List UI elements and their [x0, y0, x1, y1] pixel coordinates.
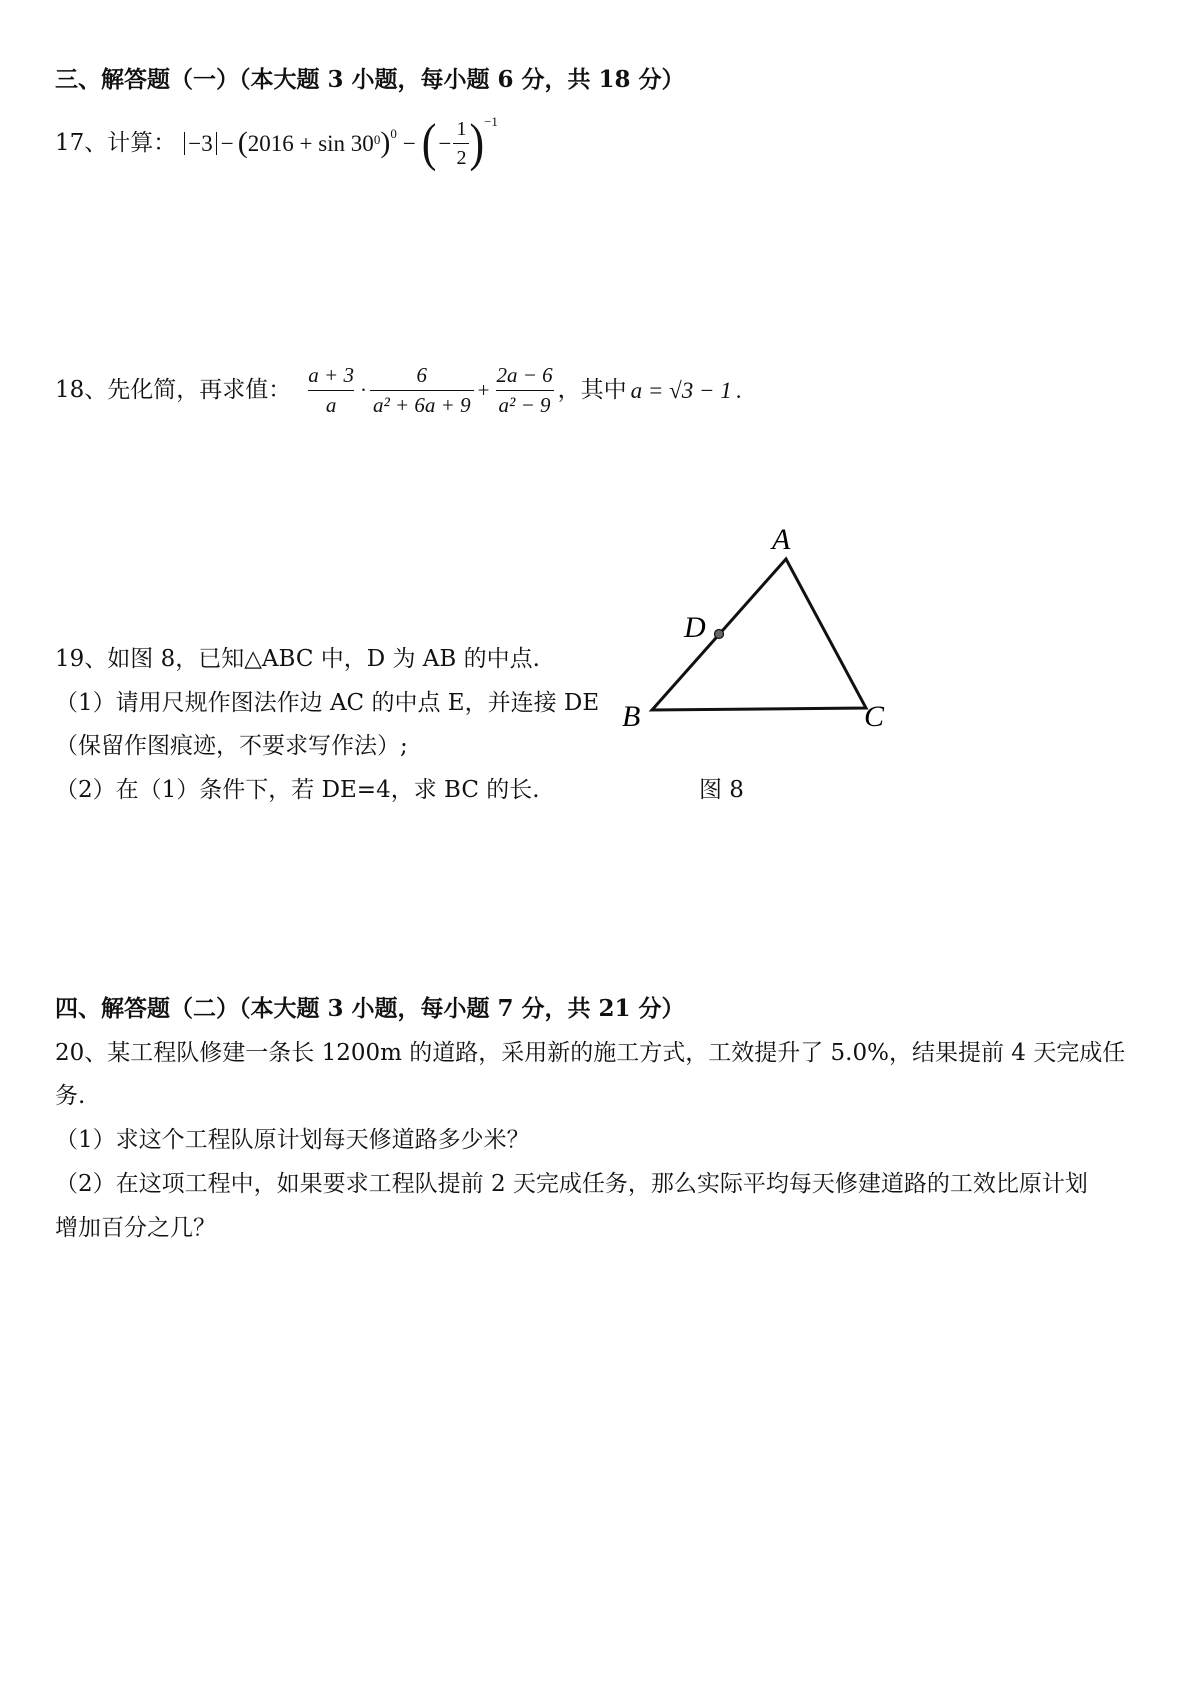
section-3-heading: 三、解答题（一）（本大题 3 小题，每小题 6 分，共 18 分）: [55, 66, 685, 93]
label-c: C: [864, 700, 885, 733]
q20-line-4: （2）在这项工程中，如果要求工程队提前 2 天完成任务，那么实际平均每天修建道路的工效比原计划: [55, 1171, 1088, 1197]
q17-base: 2016 + sin 30: [247, 130, 374, 156]
q20-line-5: 增加百分之几？: [55, 1215, 216, 1241]
q17-power-0: 0: [390, 125, 397, 141]
q18-fraction-3: [493, 362, 555, 417]
q18-expression: [305, 362, 555, 417]
q17-minus-2: −: [402, 130, 416, 156]
q19-line-3: （保留作图痕迹，不要求写作法）;: [55, 733, 408, 759]
q18-f3-num: 2a − 6: [496, 362, 553, 387]
q17-abs-value: −3: [184, 132, 216, 155]
q17-power-neg1: −1: [484, 113, 498, 129]
q19-line-1: 19、如图 8，已知△ABC 中，D 为 AB 的中点.: [55, 646, 540, 672]
q18-fraction-2: [370, 362, 474, 417]
q17-degree: 0: [373, 131, 381, 147]
q17-paren2-close: ): [469, 113, 485, 172]
q18-plus: +: [477, 377, 490, 402]
q19-line-4: （2）在（1）条件下，若 DE=4，求 BC 的长.: [55, 777, 540, 803]
q18-end: .: [735, 377, 742, 403]
q18-f1-den: a: [308, 390, 354, 416]
q18-prefix: 18、先化简，再求值：: [55, 376, 292, 403]
q18-dot: ·: [359, 377, 367, 402]
q19-line-2: （1）请用尺规作图法作边 AC 的中点 E，并连接 DE: [55, 690, 600, 716]
midpoint-d: [715, 630, 724, 639]
question-17: [55, 113, 498, 172]
q17-paren-open: (: [237, 126, 248, 159]
q17-inner-sign: −: [438, 130, 452, 156]
section-4-heading: 四、解答题（二）（本大题 3 小题，每小题 7 分，共 21 分）: [55, 995, 685, 1022]
q18-fraction-1: [305, 362, 357, 417]
q20-line-3: （1）求这个工程队原计划每天修道路多少米？: [55, 1127, 530, 1153]
label-b: B: [622, 700, 641, 733]
figure-8-caption: 图 8: [699, 777, 744, 803]
q18-f2-den: a² + 6a + 9: [370, 390, 474, 416]
q18-condition: a = √3 − 1: [630, 377, 732, 403]
q20-line-2: 务.: [55, 1083, 86, 1109]
q18-condition-prefix: ，其中: [557, 376, 627, 403]
q18-f1-num: a + 3: [308, 362, 354, 387]
q17-fraction: [453, 119, 469, 168]
label-a: A: [772, 523, 791, 556]
q17-prefix: 17、计算：: [55, 129, 177, 156]
q17-minus-1: −: [220, 130, 234, 156]
question-18: [55, 362, 742, 418]
q17-expression: [184, 113, 498, 172]
q17-paren2-open: (: [421, 113, 437, 172]
q17-frac-den: 2: [453, 143, 469, 168]
q18-f3-den: a² − 9: [496, 390, 554, 416]
figure-8-triangle: [600, 515, 920, 745]
q20-line-1: 20、某工程队修建一条长 1200m 的道路，采用新的施工方式，工效提升了 5.0%，结果提前 4 天完成任: [55, 1040, 1126, 1066]
q17-paren-close: ): [380, 126, 391, 159]
q17-frac-num: 1: [456, 117, 467, 140]
q18-f2-num: 6: [416, 362, 428, 387]
label-d: D: [684, 611, 706, 644]
